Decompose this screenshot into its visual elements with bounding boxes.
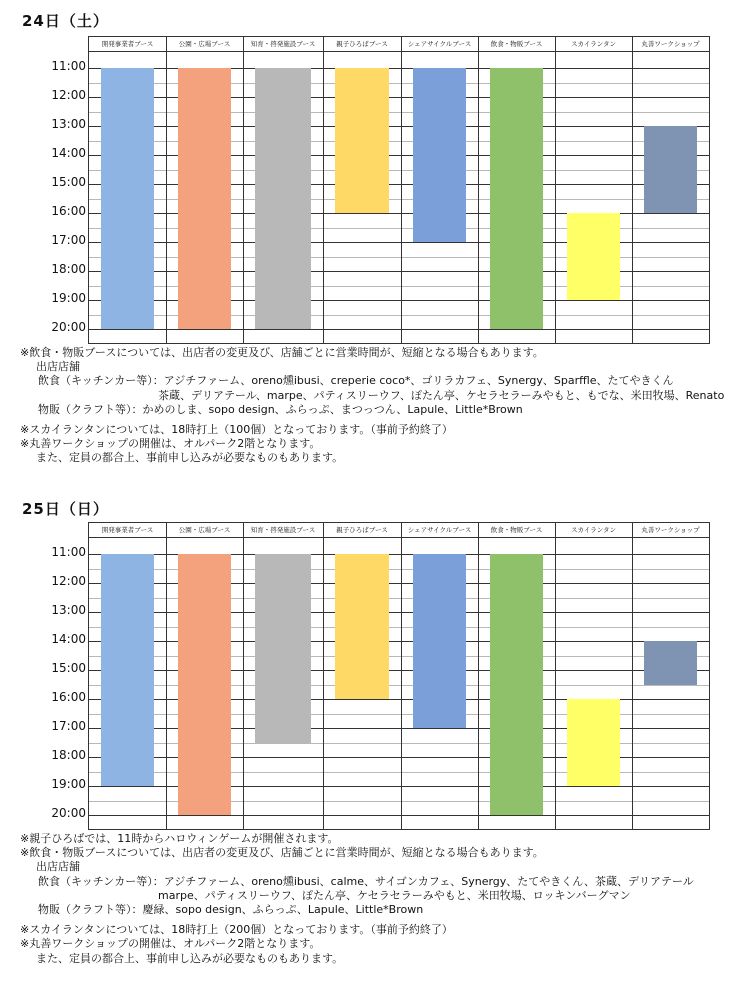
schedule-bar — [255, 554, 311, 743]
note-line: 物販（クラフト等）：かめのしま、sopo design、ふらっぷ、まつっつん、Lapule、Little*Brown — [38, 402, 523, 416]
column-header: 親子ひろばブース — [336, 526, 388, 534]
column-divider — [632, 37, 633, 343]
time-label: 13:00 — [51, 603, 86, 617]
note-line: 飲食（キッチンカー等）：アジチファーム、oreno燻ibusi、calme、サイゴンカフェ、Synergy、たてやきくん、茶蔵、デリアテール — [38, 874, 694, 888]
time-label: 19:00 — [51, 291, 86, 305]
time-label: 11:00 — [51, 545, 86, 559]
note-line: 飲食（キッチンカー等）：アジチファーム、oreno燻ibusi、creperie coco*、ゴリラカフェ、Synergy、Sparffle、たてやきくん — [38, 374, 674, 388]
column-divider — [478, 37, 479, 343]
time-label: 18:00 — [51, 748, 86, 762]
column-divider — [632, 523, 633, 829]
schedule-bar — [567, 699, 620, 786]
hour-line — [89, 329, 709, 330]
note-line: また、定員の都合上、事前申し込みが必要なものもあります。 — [36, 451, 344, 465]
column-header: 開発事業者ブース — [101, 40, 154, 48]
schedule-bar — [335, 68, 389, 213]
time-label: 11:00 — [51, 59, 86, 73]
column-divider — [166, 37, 167, 343]
note-line: ※親子ひろばでは、11時からハロウィンゲームが開催されます。 — [20, 832, 339, 845]
column-divider — [478, 523, 479, 829]
schedule-bar — [101, 68, 154, 329]
notes-25 — [20, 832, 694, 966]
time-label: 20:00 — [51, 806, 86, 820]
note-line: marpe、パティスリーウフ、ぽたん亭、ケセラセラーみやもと、米田牧場、ロッキンバーグマン — [158, 888, 631, 902]
note-line: ※スカイランタンについては、18時打上（100個）となっております。（事前予約終了） — [20, 422, 453, 436]
note-line: ※丸善ワークショップの開催は、オルパーク2階となります。 — [20, 937, 321, 951]
schedule-bar — [335, 554, 389, 699]
column-header: スカイランタン — [570, 40, 617, 48]
time-label: 16:00 — [51, 204, 86, 218]
note-line: ※飲食・物販ブースについては、出店者の変更及び、店舗ごとに営業時間が、短縮となる場合もあります。 — [20, 846, 544, 860]
column-header: 公園・広場ブース — [178, 526, 231, 534]
note-line: また、定員の都合上、事前申し込みが必要なものもあります。 — [36, 951, 344, 965]
time-label: 13:00 — [51, 117, 86, 131]
schedule-bar — [644, 641, 697, 685]
column-header: 丸善ワークショップ — [641, 526, 700, 534]
column-divider — [555, 37, 556, 343]
note-line: 出店店舗 — [36, 360, 80, 374]
time-label: 17:00 — [51, 233, 86, 247]
note-line: ※丸善ワークショップの開催は、オルパーク2階となります。 — [20, 437, 321, 451]
time-label: 19:00 — [51, 777, 86, 791]
schedule-bar — [101, 554, 154, 786]
schedule-bar — [490, 554, 543, 815]
column-header: 知育・啓発施設ブース — [250, 40, 316, 48]
time-label: 14:00 — [51, 146, 86, 160]
time-label: 20:00 — [51, 320, 86, 334]
column-divider — [555, 523, 556, 829]
note-line: 茶蔵、デリアテール、marpe、パティスリーウフ、ぽたん亭、ケセラセラーみやもと、もでな、米田牧場、Renato — [158, 388, 725, 402]
schedule-bar — [567, 213, 620, 300]
schedule-grid-24 — [88, 36, 710, 344]
schedule-bar — [644, 126, 697, 213]
column-divider — [243, 523, 244, 829]
schedule-bar — [178, 68, 231, 329]
column-divider — [166, 523, 167, 829]
time-label: 15:00 — [51, 175, 86, 189]
column-divider — [323, 37, 324, 343]
time-label: 15:00 — [51, 661, 86, 675]
time-label: 14:00 — [51, 632, 86, 646]
column-header: 知育・啓発施設ブース — [250, 526, 316, 534]
schedule-bar — [178, 554, 231, 815]
column-header-row — [89, 37, 709, 52]
schedule-bar — [413, 554, 466, 728]
day-title-25: 25日（日） — [22, 500, 109, 518]
column-divider — [323, 523, 324, 829]
schedule-bar — [413, 68, 466, 242]
column-header: 飲食・物販ブース — [490, 40, 543, 48]
column-header: スカイランタン — [570, 526, 617, 534]
hour-line — [89, 815, 709, 816]
time-label: 16:00 — [51, 690, 86, 704]
column-header: 丸善ワークショップ — [641, 40, 700, 48]
column-divider — [401, 37, 402, 343]
note-line: ※スカイランタンについては、18時打上（200個）となっております。（事前予約終了） — [20, 923, 453, 937]
note-line: 出店店舗 — [36, 860, 80, 874]
column-header: シェアサイクルブース — [407, 526, 472, 534]
column-header-row — [89, 523, 709, 538]
schedule-bar — [255, 68, 311, 329]
schedule-bar — [490, 68, 543, 329]
notes-24 — [20, 346, 724, 466]
time-label: 12:00 — [51, 574, 86, 588]
column-divider — [243, 37, 244, 343]
column-divider — [401, 523, 402, 829]
column-header: 公園・広場ブース — [178, 40, 231, 48]
time-label: 12:00 — [51, 88, 86, 102]
column-header: 飲食・物販ブース — [490, 526, 543, 534]
column-header: 開発事業者ブース — [101, 526, 154, 534]
column-header: シェアサイクルブース — [407, 40, 472, 48]
time-label: 18:00 — [51, 262, 86, 276]
column-header: 親子ひろばブース — [336, 40, 388, 48]
schedule-grid-25 — [88, 522, 710, 830]
note-line: 物販（クラフト等）：慶緑、sopo design、ふらっぷ、Lapule、Little*Brown — [38, 902, 424, 916]
note-line: ※飲食・物販ブースについては、出店者の変更及び、店舗ごとに営業時間が、短縮となる場合もあります。 — [20, 346, 544, 359]
time-label: 17:00 — [51, 719, 86, 733]
day-title-24: 24日（土） — [22, 12, 109, 30]
